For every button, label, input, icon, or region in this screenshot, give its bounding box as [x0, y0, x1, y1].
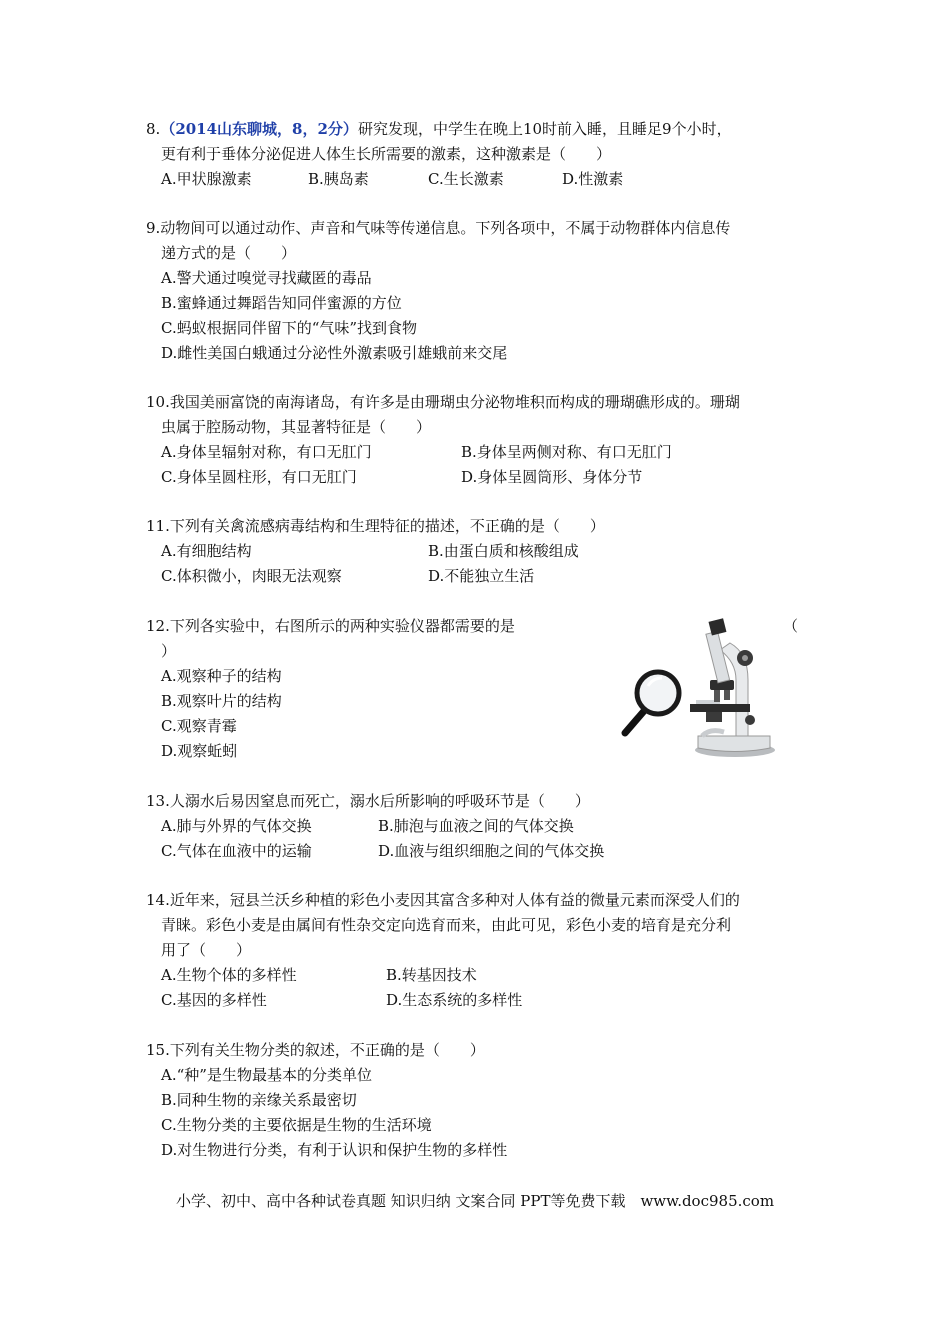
option-c: C.基因的多样性 [161, 991, 267, 1009]
option-b: B.观察叶片的结构 [161, 692, 282, 710]
option-d: D.血液与组织细胞之间的气体交换 [378, 842, 605, 860]
question-number: 8. [146, 120, 161, 138]
question-11 [146, 514, 810, 589]
option-c: C.气体在血液中的运输 [161, 842, 312, 860]
option-c: C.身体呈圆柱形，有口无肛门 [161, 468, 357, 486]
options-row [146, 440, 810, 465]
option-a: A.甲状腺激素 [161, 170, 252, 188]
option-b: B.肺泡与血液之间的气体交换 [378, 817, 574, 835]
question-stem: 我国美丽富饶的南海诸岛，有许多是由珊瑚虫分泌物堆积而构成的珊瑚礁形成的。珊瑚 [169, 393, 740, 411]
question-10 [146, 390, 810, 490]
option-c: C.生物分类的主要依据是生物的生活环境 [161, 1116, 432, 1134]
options-row [146, 539, 810, 564]
answer-paren-close: ） [161, 642, 177, 660]
question-stem: 近年来，冠县兰沃乡种植的彩色小麦因其富含多种对人体有益的微量元素而深受人们的 [169, 891, 740, 909]
page-footer: 小学、初中、高中各种试卷真题 知识归纳 文案合同 PPT等免费下载 www.doc985.com [175, 1192, 775, 1210]
option-a: A.警犬通过嗅觉寻找藏匿的毒品 [161, 269, 372, 287]
option-b: B.同种生物的亲缘关系最密切 [161, 1091, 357, 1109]
option-c: C.观察青霉 [161, 717, 237, 735]
question-stem: 青睐。彩色小麦是由属间有性杂交定向选育而来，由此可见，彩色小麦的培育是充分利 [161, 916, 732, 934]
question-14 [146, 888, 810, 1013]
question-9 [146, 216, 810, 366]
options-row [146, 839, 810, 864]
question-stem: 递方式的是（ ） [161, 244, 297, 262]
question-number: 11. [146, 517, 170, 535]
answer-paren-open: （ [783, 617, 799, 635]
question-stem: 下列各实验中，右图所示的两种实验仪器都需要的是 [169, 617, 515, 635]
options-row [146, 814, 810, 839]
option-a: A.“种”是生物最基本的分类单位 [161, 1066, 372, 1084]
option-d: D.不能独立生活 [428, 567, 535, 585]
question-stem: 下列有关禽流感病毒结构和生理特征的描述，不正确的是（ ） [169, 517, 605, 535]
question-number: 15. [146, 1041, 170, 1059]
question-stem: 人溺水后易因窒息而死亡，溺水后所影响的呼吸环节是（ ） [169, 792, 590, 810]
question-stem: 研究发现，中学生在晚上10时前入睡，且睡足9个小时， [357, 120, 732, 138]
option-b: B.身体呈两侧对称、有口无肛门 [461, 443, 672, 461]
option-a: A.生物个体的多样性 [161, 966, 297, 984]
question-number: 9. [146, 219, 161, 237]
option-b: B.由蛋白质和核酸组成 [428, 542, 579, 560]
question-stem: 下列有关生物分类的叙述，不正确的是（ ） [169, 1041, 485, 1059]
option-c: C.生长激素 [428, 170, 504, 188]
magnifying-glass-icon [625, 672, 679, 733]
option-d: D.生态系统的多样性 [386, 991, 523, 1009]
microscope-icon [690, 618, 775, 757]
option-a: A.肺与外界的气体交换 [161, 817, 312, 835]
option-b: B.蜜蜂通过舞蹈告知同伴蜜源的方位 [161, 294, 402, 312]
question-15 [146, 1038, 810, 1163]
question-source: （2014山东聊城，8，2分） [160, 120, 358, 138]
option-d: D.雌性美国白蛾通过分泌性外激素吸引雄蛾前来交尾 [161, 344, 508, 362]
option-c: C.蚂蚁根据同伴留下的“气味”找到食物 [161, 319, 418, 337]
question-number: 13. [146, 792, 170, 810]
option-b: B.胰岛素 [308, 170, 369, 188]
question-stem: 虫属于腔肠动物，其显著特征是（ ） [161, 418, 432, 436]
option-a: A.身体呈辐射对称，有口无肛门 [161, 443, 372, 461]
option-d: D.观察蚯蚓 [161, 742, 238, 760]
question-stem: 动物间可以通过动作、声音和气味等传递信息。下列各项中，不属于动物群体内信息传 [160, 219, 731, 237]
option-a: A.有细胞结构 [161, 542, 252, 560]
question-stem: 用了（ ） [161, 941, 252, 959]
options-row [146, 963, 810, 988]
option-c: C.体积微小，肉眼无法观察 [161, 567, 342, 585]
question-number: 12. [146, 617, 170, 635]
options-row [146, 465, 810, 490]
option-d: D.身体呈圆筒形、身体分节 [461, 468, 643, 486]
options-row [146, 564, 810, 589]
question-13 [146, 789, 810, 864]
lab-instruments-figure [620, 618, 780, 763]
question-8 [146, 117, 810, 192]
options-row [146, 167, 810, 192]
question-stem: 更有利于垂体分泌促进人体生长所需要的激素，这种激素是（ ） [161, 145, 612, 163]
question-number: 10. [146, 393, 170, 411]
options-row [146, 988, 810, 1013]
option-b: B.转基因技术 [386, 966, 477, 984]
question-number: 14. [146, 891, 170, 909]
option-d: D.性激素 [562, 170, 624, 188]
option-a: A.观察种子的结构 [161, 667, 282, 685]
option-d: D.对生物进行分类，有利于认识和保护生物的多样性 [161, 1141, 508, 1159]
